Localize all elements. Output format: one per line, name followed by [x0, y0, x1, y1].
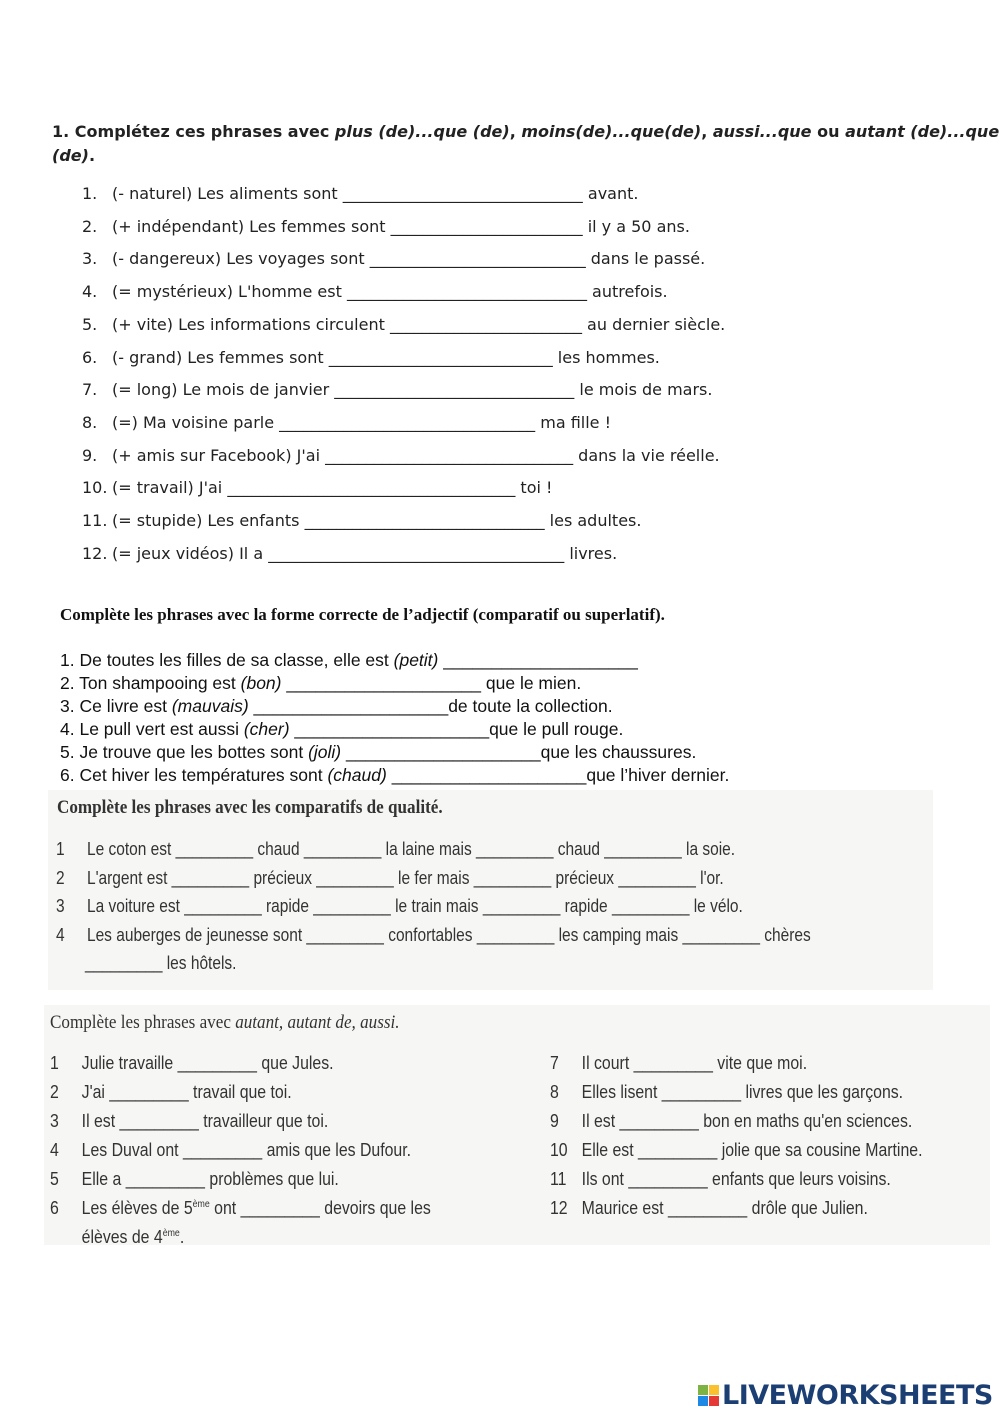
text-segment: avant.	[582, 184, 639, 203]
exercise-3-item	[56, 868, 724, 889]
italic-hint: (bon)	[240, 673, 282, 693]
text-segment: 4. Le pull vert est aussi	[60, 719, 244, 739]
text-segment: ou	[811, 122, 846, 141]
text-segment: Julie travaille _________ que Jules.	[81, 1053, 334, 1073]
item-number: 9.	[82, 445, 98, 465]
exercise-2-item	[60, 742, 696, 763]
exercise-3-item	[56, 925, 811, 946]
logo-text: LIVEWORKSHEETS	[722, 1380, 993, 1411]
text-segment: (+ indépendant) Les femmes sont	[112, 216, 391, 236]
text-segment: _________ les hôtels.	[84, 953, 237, 973]
exercise-1-item	[82, 544, 617, 563]
item-number: 2.	[82, 216, 98, 236]
italic-hint: autant, autant de, aussi.	[235, 1012, 400, 1033]
exercise-1-item	[82, 315, 725, 334]
exercise-1-title	[52, 120, 1000, 168]
text-segment: ____________________ que le mien.	[281, 673, 582, 693]
exercise-1-item	[82, 511, 641, 530]
text-segment: autrefois.	[586, 282, 668, 302]
item-number: 12.	[82, 543, 108, 563]
text-segment: 6. Cet hiver les températures sont	[60, 765, 328, 785]
text-segment: toi !	[515, 478, 553, 498]
item-number: 2	[56, 868, 65, 888]
exercise-4-item	[550, 1140, 922, 1161]
text-segment: le mois de mars.	[574, 380, 713, 400]
answer-blank[interactable]: ________________________	[389, 314, 582, 334]
text-segment: Les auberges de jeunesse sont _________ confortables _________ les camping mais _________ chères	[86, 925, 811, 945]
item-number: 3	[56, 896, 65, 916]
item-number: 3.	[82, 249, 98, 269]
text-segment: Maurice est _________ drôle que Julien.	[581, 1198, 868, 1218]
exercise-4-item	[550, 1169, 891, 1190]
item-number: 11.	[82, 511, 108, 530]
answer-blank[interactable]: _____________________________________	[268, 543, 565, 563]
item-number: 3	[50, 1111, 59, 1131]
item-number: 12	[550, 1198, 568, 1218]
text-segment: les hommes.	[552, 347, 660, 367]
text-segment: (= jeux vidéos) Il a	[112, 543, 269, 563]
italic-hint: (cher)	[243, 719, 290, 739]
text-segment: .	[88, 146, 96, 165]
text-segment: (- grand) Les femmes sont	[112, 347, 329, 367]
superscript: ème	[162, 1228, 180, 1239]
item-number: 1.	[82, 184, 98, 203]
exercise-1-item	[82, 478, 552, 497]
exercise-1-item	[82, 217, 690, 236]
text-segment: ,	[701, 122, 713, 141]
italic-hint: aussi...que	[712, 122, 812, 141]
answer-blank[interactable]: ____________________________________	[227, 478, 516, 498]
exercise-2-item	[60, 765, 729, 786]
exercise-4-item	[550, 1111, 912, 1132]
text-segment: J'ai _________ travail que toi.	[81, 1082, 292, 1102]
text-segment: ont _________ devoirs que les	[209, 1198, 431, 1218]
text-segment: 1. Complétez ces phrases avec	[52, 122, 335, 141]
answer-blank[interactable]: ________________________________	[279, 412, 536, 432]
answer-blank[interactable]: ____________________________	[328, 347, 553, 367]
item-number: 4.	[82, 282, 98, 302]
exercise-2-item	[60, 696, 613, 717]
text-segment: ,	[509, 122, 522, 141]
text-segment: au dernier siècle.	[581, 314, 726, 334]
item-number: 1	[56, 839, 65, 859]
exercise-1-item	[82, 413, 611, 432]
logo-badge-icon	[698, 1385, 719, 1406]
item-number: 5.	[82, 314, 98, 334]
item-number: 8	[550, 1082, 559, 1102]
item-number: 7.	[82, 380, 98, 400]
text-segment: Elles lisent _________ livres que les garçons.	[581, 1082, 904, 1102]
exercise-3-item	[56, 839, 735, 860]
exercise-4-item	[50, 1111, 328, 1132]
text-segment: .	[179, 1227, 185, 1247]
text-segment: 5. Je trouve que les bottes sont	[60, 742, 309, 762]
text-segment: Le coton est _________ chaud _________ la laine mais _________ chaud _________ la soie.	[86, 839, 736, 859]
item-number: 4	[56, 925, 65, 945]
item-number: 1	[50, 1053, 59, 1073]
exercise-1-item	[82, 184, 638, 203]
exercise-2-item	[60, 719, 623, 740]
item-number: 6	[50, 1198, 59, 1218]
exercise-2-item	[60, 673, 581, 694]
answer-blank[interactable]: ______________________________	[342, 184, 583, 203]
italic-hint: plus (de)...que (de)	[334, 122, 510, 141]
text-segment: L'argent est _________ précieux _________ le fer mais _________ précieux _________ l'or.	[86, 868, 724, 888]
item-number: 10.	[82, 478, 108, 498]
exercise-4-item	[50, 1169, 339, 1190]
exercise-3-item	[54, 953, 236, 974]
exercise-4-item	[50, 1198, 431, 1219]
answer-blank[interactable]: ________________________	[390, 216, 583, 236]
text-segment: dans la vie réelle.	[573, 445, 720, 465]
text-segment: (= mystérieux) L'homme est	[112, 282, 347, 302]
italic-hint: (mauvais)	[171, 696, 249, 716]
italic-hint: autant (de)...que (de)	[52, 122, 1000, 165]
exercise-4-title	[50, 1012, 400, 1034]
text-segment: 1. De toutes les filles de sa classe, elle est	[60, 650, 394, 670]
exercise-2-title: Complète les phrases avec la forme correcte de l’adjectif (comparatif ou superlatif).	[60, 605, 665, 624]
superscript: ème	[192, 1199, 210, 1210]
exercise-4-item	[550, 1082, 903, 1103]
text-segment: les adultes.	[544, 511, 642, 530]
exercise-1-item	[82, 249, 705, 268]
text-segment: (= long) Le mois de janvier	[112, 380, 335, 400]
item-number: 11	[550, 1169, 567, 1189]
item-number: 8.	[82, 412, 98, 432]
exercise-1-item	[82, 348, 660, 367]
exercise-3-title: Complète les phrases avec les comparatifs de qualité.	[57, 797, 443, 818]
text-segment: (+ amis sur Facebook) J'ai	[112, 445, 326, 465]
exercise-1-item	[82, 446, 720, 465]
item-number: 10	[550, 1140, 568, 1160]
exercise-1-item	[82, 282, 668, 301]
text-segment: Il est _________ bon en maths qu'en sciences.	[581, 1111, 913, 1131]
text-segment: ____________________que le pull rouge.	[289, 719, 624, 739]
text-segment: La voiture est _________ rapide _________ le train mais _________ rapide _________ le vélo.	[86, 896, 743, 916]
item-number: 7	[550, 1053, 559, 1073]
text-segment: Les Duval ont _________ amis que les Dufour.	[81, 1140, 412, 1160]
italic-hint: (petit)	[393, 650, 439, 670]
answer-blank[interactable]: ______________________________	[334, 380, 575, 400]
text-segment: Elle a _________ problèmes que lui.	[81, 1169, 339, 1189]
answer-blank[interactable]: _______________________________	[325, 445, 574, 465]
text-segment: (= travail) J'ai	[112, 478, 228, 498]
text-segment: 2. Ton shampooing est	[60, 673, 241, 693]
item-number: 4	[50, 1140, 59, 1160]
text-segment: Complète les phrases avec	[50, 1012, 236, 1033]
text-segment: Ils ont _________ enfants que leurs voisins.	[581, 1169, 891, 1189]
item-number: 2	[50, 1082, 59, 1102]
item-number: 6.	[82, 347, 98, 367]
text-segment: 3. Ce livre est	[60, 696, 172, 716]
text-segment: dans le passé.	[585, 249, 706, 269]
exercise-4-item	[50, 1140, 411, 1161]
text-segment: (- naturel) Les aliments sont	[112, 184, 343, 203]
italic-hint: moins(de)...que(de)	[521, 122, 702, 141]
text-segment: ma fille !	[535, 412, 612, 432]
text-segment: ____________________que l’hiver dernier.	[386, 765, 730, 785]
answer-blank[interactable]: ____________________	[438, 650, 638, 670]
exercise-4-item	[50, 1082, 292, 1103]
text-segment: (- dangereux) Les voyages sont	[112, 249, 370, 269]
text-segment: Elle est _________ jolie que sa cousine Martine.	[581, 1140, 923, 1160]
item-number: 9	[550, 1111, 559, 1131]
text-segment: Les élèves de 5	[81, 1198, 193, 1218]
text-segment: il y a 50 ans.	[582, 216, 690, 236]
text-segment: ____________________que les chaussures.	[341, 742, 697, 762]
answer-blank[interactable]: ___________________________	[369, 249, 586, 269]
text-segment: élèves de 4	[81, 1227, 163, 1247]
exercise-3-item	[56, 896, 743, 917]
italic-hint: (joli)	[308, 742, 342, 762]
item-number: 5	[50, 1169, 59, 1189]
exercise-1-item	[82, 380, 712, 399]
exercise-2-item	[60, 650, 638, 671]
exercise-4-item	[550, 1198, 868, 1219]
liveworksheets-logo	[698, 1380, 993, 1411]
text-segment: Il court _________ vite que moi.	[581, 1053, 808, 1073]
exercise-4-item	[50, 1227, 184, 1248]
text-segment: livres.	[564, 543, 618, 563]
text-segment: (= stupide) Les enfants	[112, 511, 305, 530]
italic-hint: (chaud)	[327, 765, 387, 785]
text-segment: (=) Ma voisine parle	[112, 412, 280, 432]
text-segment: Il est _________ travailleur que toi.	[81, 1111, 329, 1131]
answer-blank[interactable]: ______________________________	[304, 511, 545, 530]
answer-blank[interactable]: ______________________________	[346, 282, 587, 302]
exercise-4-item	[50, 1053, 334, 1074]
text-segment: ____________________de toute la collection.	[248, 696, 613, 716]
text-segment: (+ vite) Les informations circulent	[112, 314, 390, 334]
exercise-4-item	[550, 1053, 807, 1074]
